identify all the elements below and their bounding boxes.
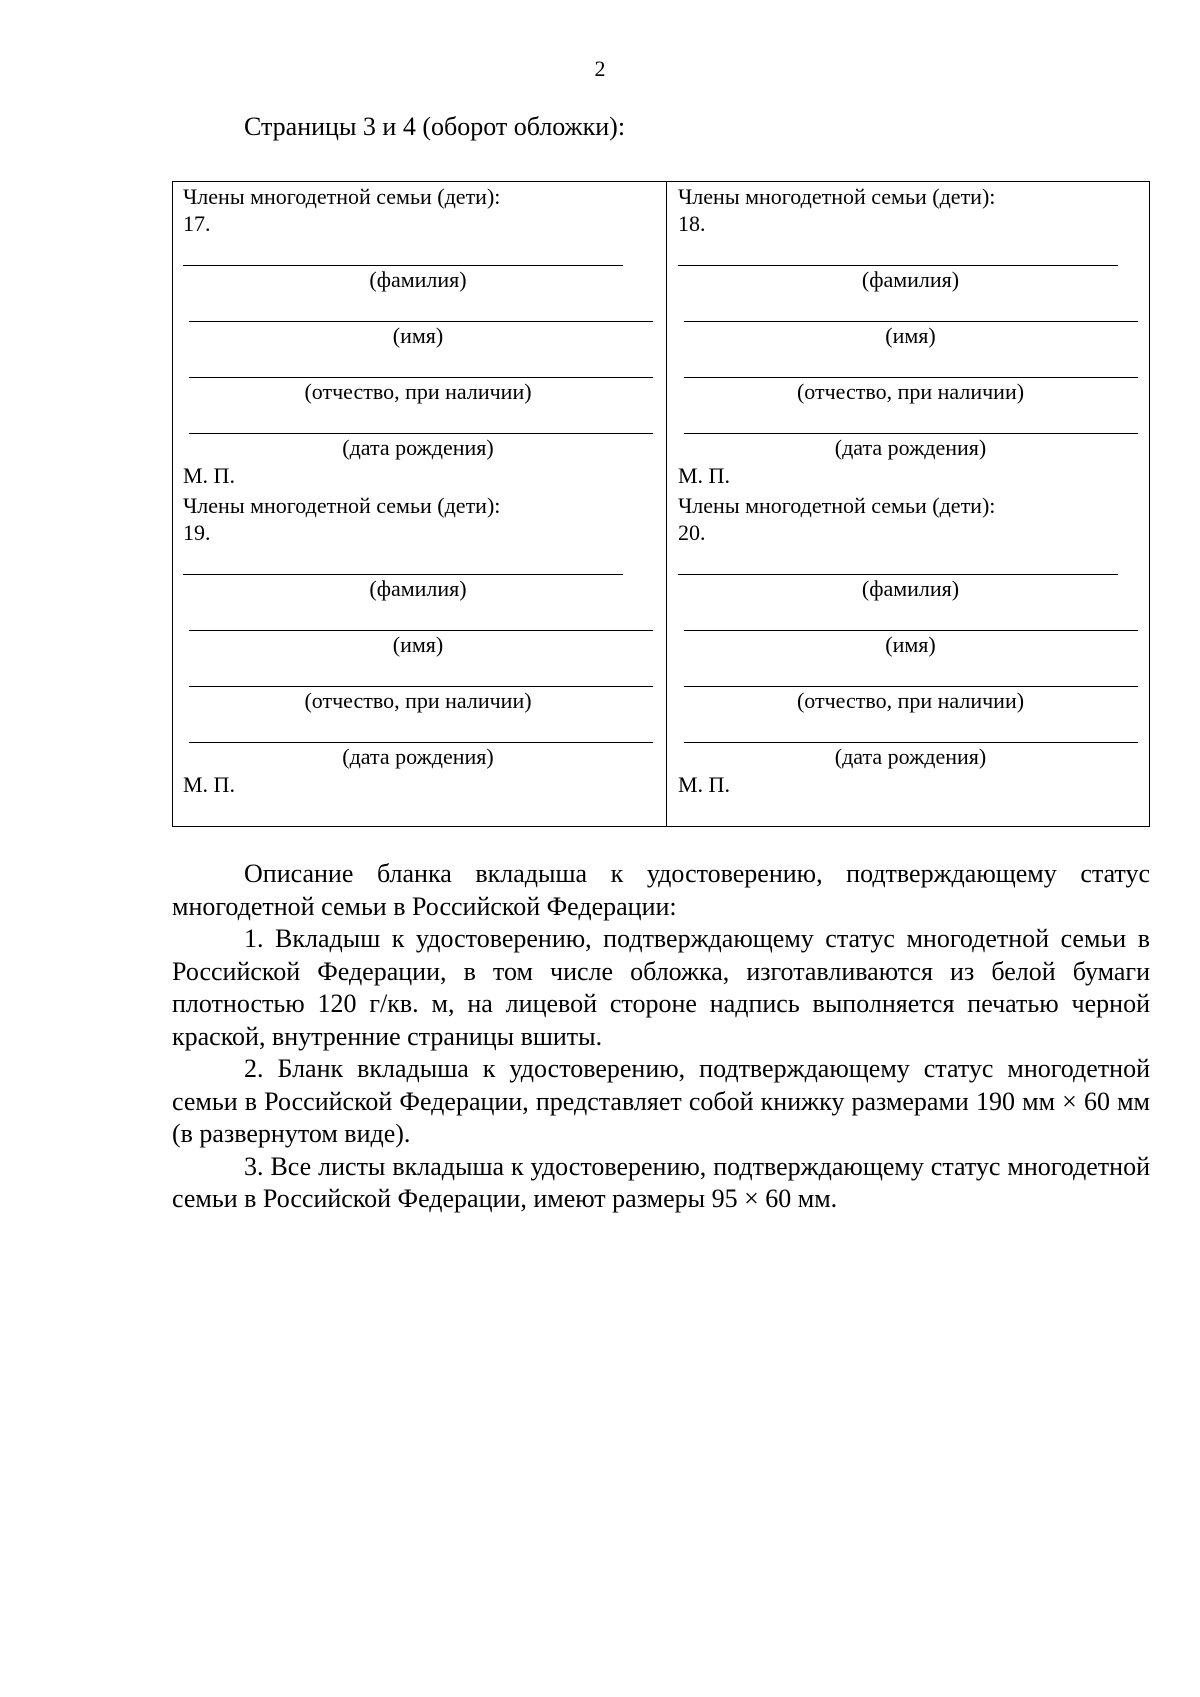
- seal-mark: М. П.: [183, 463, 235, 488]
- surname-caption: (фамилия): [861, 267, 960, 292]
- patronymic-caption: (отчество, при наличии): [796, 688, 1025, 713]
- surname-line: [678, 574, 1118, 575]
- birthdate-caption: (дата рождения): [834, 744, 987, 769]
- birthdate-line: [684, 742, 1138, 743]
- name-caption: (имя): [392, 632, 444, 657]
- entry-number: 19.: [183, 520, 211, 545]
- seal-mark: М. П.: [678, 772, 730, 797]
- surname-caption: (фамилия): [369, 576, 467, 601]
- patronymic-caption: (отчество, при наличии): [304, 379, 532, 404]
- child-entry-19: [183, 491, 653, 801]
- child-entry-20: [678, 491, 1143, 801]
- birthdate-line: [684, 433, 1138, 434]
- patronymic-line: [684, 686, 1138, 687]
- patronymic-caption: (отчество, при наличии): [304, 688, 532, 713]
- name-caption: (имя): [885, 323, 936, 348]
- description-intro: Описание бланка вкладыша к удостоверению, подтверждающему статус многодетной семьи в Российской Федерации:: [172, 859, 1150, 921]
- members-label: Члены многодетной семьи (дети):: [183, 493, 501, 518]
- members-label: Члены многодетной семьи (дети):: [183, 184, 501, 209]
- description-item-2: 2. Бланк вкладыша к удостоверению, подтверждающему статус многодетной семьи в Российской Федерации, представляет собой книжку размерами 190 мм × 60 мм (в развернутом виде).: [172, 1054, 1150, 1148]
- name-line: [189, 321, 653, 322]
- name-caption: (имя): [392, 323, 444, 348]
- name-caption: (имя): [885, 632, 936, 657]
- members-label: Члены многодетной семьи (дети):: [678, 184, 996, 209]
- surname-line: [678, 265, 1118, 266]
- patronymic-line: [189, 377, 653, 378]
- patronymic-line: [189, 686, 653, 687]
- child-entry-17: [183, 182, 653, 492]
- patronymic-caption: (отчество, при наличии): [796, 379, 1025, 404]
- surname-caption: (фамилия): [861, 576, 960, 601]
- name-line: [684, 630, 1138, 631]
- surname-line: [183, 574, 623, 575]
- column-divider: [666, 182, 667, 826]
- description-item-3: 3. Все листы вкладыша к удостоверению, подтверждающему статус многодетной семьи в Российской Федерации, имеют размеры 95 × 60 мм.: [172, 1151, 1150, 1213]
- entry-number: 20.: [678, 520, 706, 545]
- patronymic-line: [684, 377, 1138, 378]
- seal-mark: М. П.: [678, 463, 730, 488]
- seal-mark: М. П.: [183, 772, 235, 797]
- section-heading: Страницы 3 и 4 (оборот обложки):: [244, 112, 626, 141]
- surname-caption: (фамилия): [369, 267, 467, 292]
- surname-line: [183, 265, 623, 266]
- members-label: Члены многодетной семьи (дети):: [678, 493, 996, 518]
- birthdate-caption: (дата рождения): [834, 435, 987, 460]
- description-section: [172, 858, 1150, 1216]
- birthdate-caption: (дата рождения): [342, 744, 494, 769]
- birthdate-line: [189, 433, 653, 434]
- child-entry-18: [678, 182, 1143, 492]
- form-table: [172, 181, 1150, 827]
- name-line: [189, 630, 653, 631]
- description-item-1: 1. Вкладыш к удостоверению, подтверждающему статус многодетной семьи в Российской Федерации, в том числе обложка, изготавливаются из белой бумаги плотностью 120 г/кв. м, на лицевой стороне надпись выполняется печатью черной краской, внутренние страницы вшиты.: [172, 924, 1150, 1051]
- page-number: 2: [594, 56, 606, 81]
- entry-number: 17.: [183, 211, 211, 236]
- entry-number: 18.: [678, 211, 706, 236]
- name-line: [684, 321, 1138, 322]
- birthdate-caption: (дата рождения): [342, 435, 494, 460]
- birthdate-line: [189, 742, 653, 743]
